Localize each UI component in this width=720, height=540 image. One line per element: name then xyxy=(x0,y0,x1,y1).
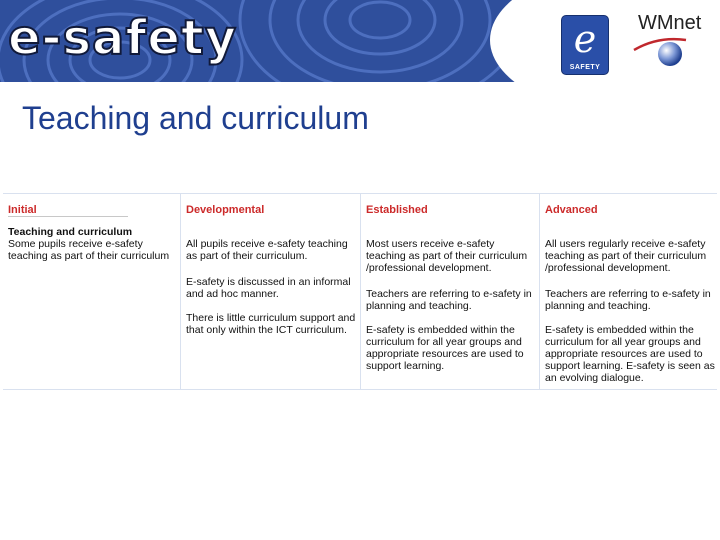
divider xyxy=(8,216,128,217)
cell-text: All users regularly receive e-safety teaching as part of their curriculum /professional development. xyxy=(545,238,707,274)
column-initial xyxy=(3,194,179,389)
cell-text: Some pupils receive e-safety teaching as part of their curriculum xyxy=(8,238,170,262)
slide-title: Teaching and curriculum xyxy=(22,100,369,136)
column-established xyxy=(360,194,539,389)
wmnet-logo xyxy=(628,10,712,72)
badge-letter: e xyxy=(573,17,597,61)
cell-text: E-safety is embedded within the curriculum for all year groups and appropriate resources are used to support learning. E-safety is seen as an evolving dialogue. xyxy=(545,324,715,384)
column-heading: Developmental xyxy=(186,204,265,216)
cell-text: E-safety is embedded within the curriculum for all year groups and appropriate resources are used to support learning. xyxy=(366,324,524,372)
cell-text: There is little curriculum support and that only within the ICT curriculum. xyxy=(186,312,356,336)
cell-text: All pupils receive e-safety teaching as part of their curriculum. xyxy=(186,238,348,262)
cell-text: E-safety is discussed in an informal and ad hoc manner. xyxy=(186,276,351,300)
column-subheading: Teaching and curriculum xyxy=(8,226,133,238)
column-heading: Established xyxy=(366,204,428,216)
wmnet-logo-text: WMnet xyxy=(638,12,702,34)
globe-icon xyxy=(628,10,712,72)
cell-text: Teachers are referring to e-safety in planning and teaching. xyxy=(545,288,711,312)
column-heading: Advanced xyxy=(545,204,598,216)
column-advanced xyxy=(539,194,718,389)
column-heading: Initial xyxy=(8,204,37,216)
cell-text: Most users receive e-safety teaching as part of their curriculum /professional development. xyxy=(366,238,528,274)
column-developmental xyxy=(180,194,360,389)
esafety-wordmark: e-safety xyxy=(8,10,238,66)
curriculum-table xyxy=(3,193,717,390)
cell-text: Teachers are referring to e-safety in planning and teaching. xyxy=(366,288,532,312)
esafety-badge-logo xyxy=(562,16,608,74)
header-banner xyxy=(0,0,720,82)
badge-caption: SAFETY xyxy=(569,64,601,71)
